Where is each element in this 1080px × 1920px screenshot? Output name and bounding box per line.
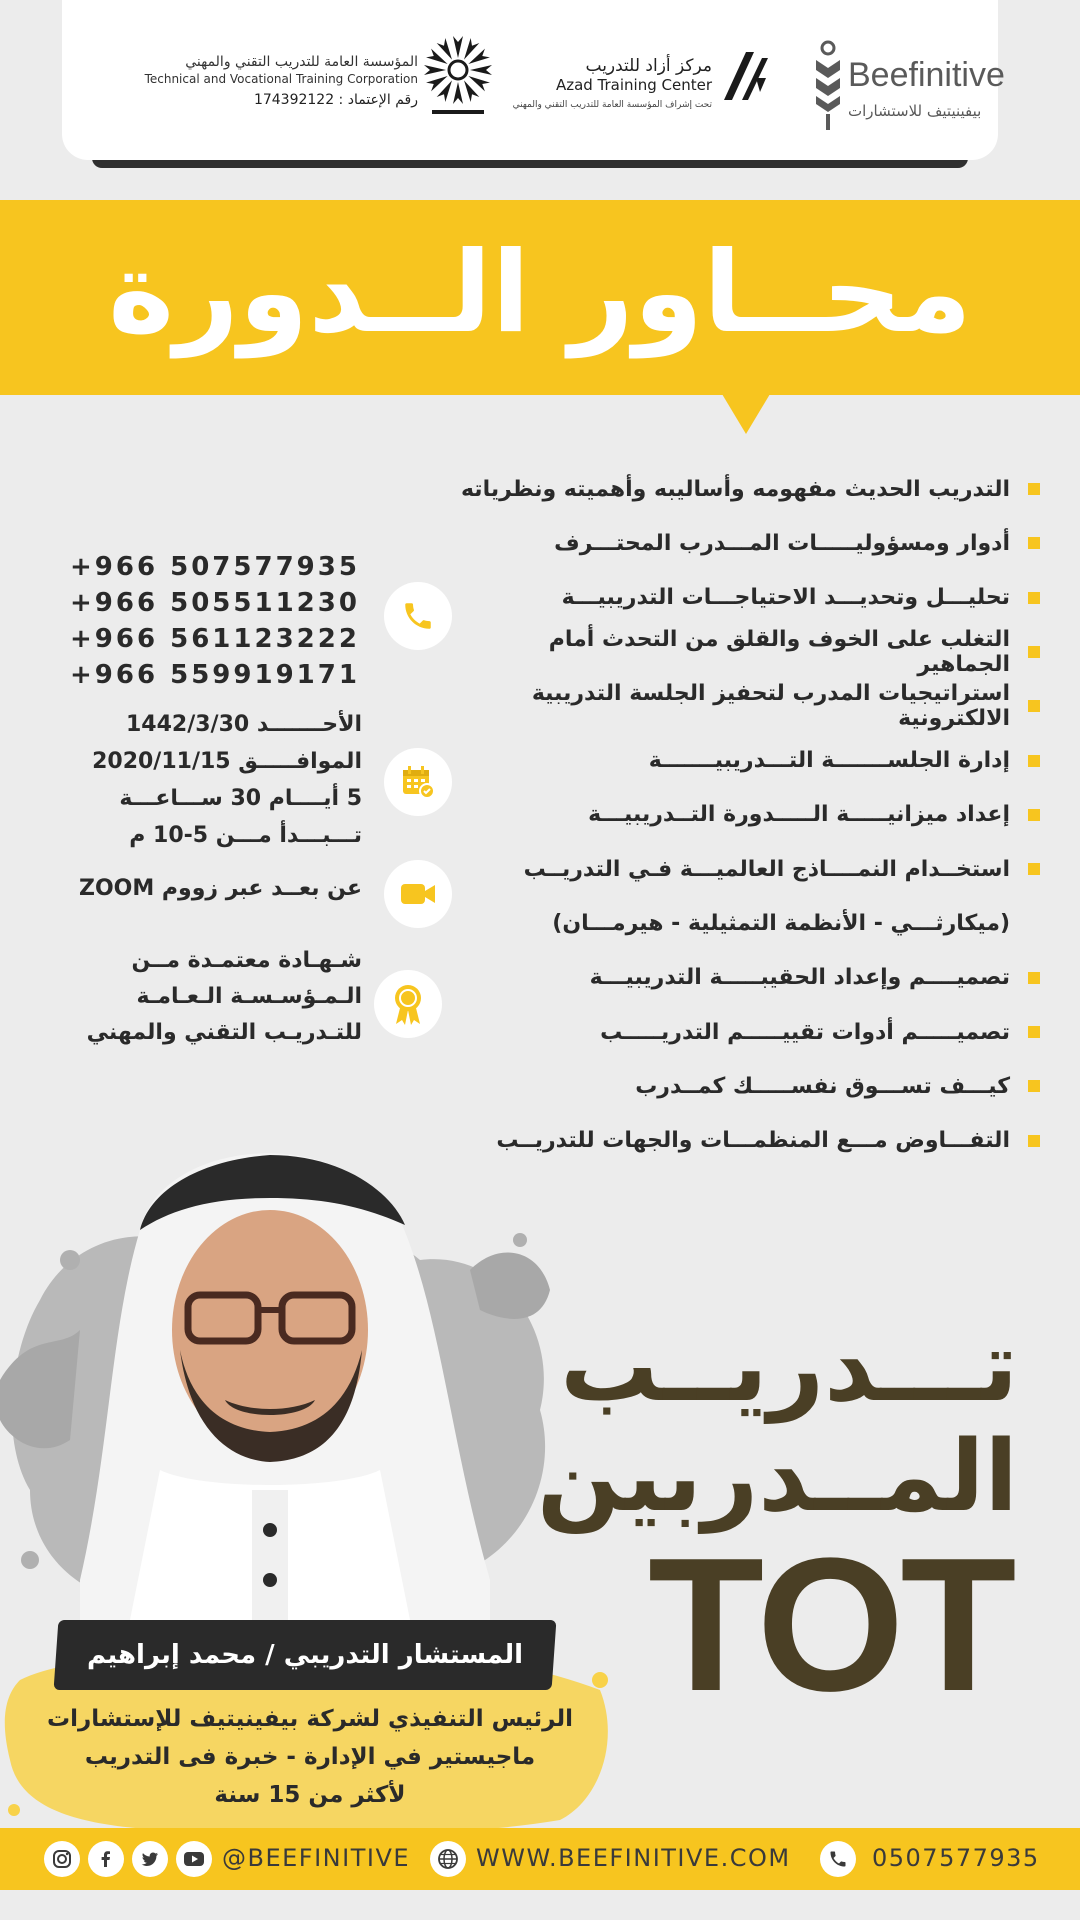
schedule [70,712,362,860]
topic-text: إعداد ميزانيـــــة الـــــدورة التــدريبيـــة [588,802,1010,828]
globe-icon [430,1841,466,1877]
bullet-square-icon [1028,1026,1040,1038]
topic-item [460,788,1040,842]
topic-item [460,516,1040,570]
topic-item [460,1005,1040,1059]
topic-text: استخــدام النمــــاذج العالميـــة فـي التدريــب [523,856,1010,882]
footer-bar [0,1828,1080,1890]
topics-list [460,462,1040,1168]
azad-name-ar: مركز أزاد للتدريب [585,56,712,76]
bullet-square-icon [1028,809,1040,821]
tvtc-logo [108,30,508,130]
presenter-name-bar [54,1620,557,1690]
calendar-icon [384,748,452,816]
beefinitive-name-en: Beefinitive [848,56,1005,94]
bullet-square-icon [1028,592,1040,604]
course-title-line2: المــدربين [536,1420,1018,1534]
azad-supervision: تحت إشراف المؤسسة العامة للتدريب التقني والمهني [512,100,712,110]
presenter-description [40,1706,580,1820]
azad-name-en: Azad Training Center [555,76,712,94]
presenter-line: الرئيس التنفيذي لشركة بيفينيتيف للإستشارات [47,1706,573,1732]
certificate-line: الـمـؤسـسـة الـعـامـة [136,984,362,1009]
phone-number[interactable]: +966 507577935 [70,552,360,582]
schedule-line: 5 أيــــام 30 ســـاعـــة [119,786,362,811]
topic-item [460,625,1040,679]
social-handle[interactable]: @BEEFINITIVE [222,1844,411,1872]
youtube-icon[interactable] [176,1841,212,1877]
topic-text: تصميــــم وإعداد الحقيبـــــة التدريبيـــة [589,965,1010,991]
bullet-square-icon [1028,972,1040,984]
logo-card [62,0,1005,160]
topic-text: أدوار ومسؤوليـــــات المـــدرب المحتـــرف [554,530,1010,556]
banner-title: محــاور الــدورة [108,228,972,358]
schedule-line: الأحـــــــد 1442/3/30 [125,712,362,737]
bullet-square-icon [1028,700,1040,712]
certificate [70,948,362,1056]
certificate-line: للتـدريـب التقني والمهني [86,1020,362,1045]
presenter-portrait [20,1110,540,1670]
twitter-icon[interactable] [132,1841,168,1877]
tvtc-name-ar: المؤسسة العامة للتدريب التقني والمهني [185,54,418,70]
bullet-square-icon [1028,863,1040,875]
beefinitive-mark-icon [812,40,844,132]
tvtc-accreditation: رقم الإعتماد : 174392122 [253,92,418,108]
course-title-line1: تـــدريــب [560,1310,1018,1424]
topic-text: تحليـــل وتحديـــد الاحتياجـــات التدريبيـــة [561,585,1010,611]
presenter-title: المستشار التدريبي / محمد إبراهيم [86,1640,524,1670]
bullet-square-icon [1028,1135,1040,1147]
certificate-line: شـهـادة معتمـدة مــن [131,948,362,973]
schedule-line: تـــبـــدأ مـــن 5-10 م [129,823,362,848]
bullet-square-icon [1028,483,1040,495]
topic-text: (ميكارثـــي - الأنظمة التمثيلية - هيرمـــان) [552,911,1010,937]
topic-item [460,571,1040,625]
course-title-tot: TOT [648,1519,1013,1731]
presenter-line: ماجيستير في الإدارة - خبرة فى التدريب [84,1744,536,1770]
topic-text: كيـــف تســـوق نفســـــك كمــدرب [635,1073,1010,1099]
topic-item [460,1059,1040,1113]
presenter-line: لأكثر من 15 سنة [214,1782,406,1808]
schedule-line: الموافـــــق 2020/11/15 [92,749,362,774]
phone-number[interactable]: +966 505511230 [70,588,360,618]
bullet-square-icon [1028,755,1040,767]
facebook-icon[interactable] [88,1841,124,1877]
topic-text: تصميـــــم أدوات تقييـــــم التدريـــــب [600,1019,1010,1045]
phone-number[interactable]: +966 559919171 [70,660,360,690]
topic-item [460,951,1040,1005]
topic-item [460,1114,1040,1168]
beefinitive-logo [752,30,1022,140]
topic-item [460,462,1040,516]
topic-item [460,733,1040,787]
topic-item [460,842,1040,896]
bullet-square-icon [1028,646,1040,658]
beefinitive-name-ar: بيفينيتيف للاستشارات [848,102,982,120]
topic-item [460,896,1040,950]
delivery-mode: عن بعــد عبر زووم ZOOM [79,876,362,901]
footer-phone-icon [820,1841,856,1877]
footer-phone-number[interactable]: 0507577935 [872,1844,1040,1872]
video-camera-icon [384,860,452,928]
phone-numbers [70,552,440,696]
topic-text: استراتيجيات المدرب لتحفيز الجلسة التدريبية الالكترونية [531,681,1010,732]
website-link[interactable]: WWW.BEEFINITIVE.COM [476,1844,791,1872]
award-ribbon-icon [374,970,442,1038]
title-banner [0,200,1080,395]
topic-text: إدارة الجلســـــــة التـــدريبيـــــــة [648,748,1010,774]
topic-text: التدريب الحديث مفهومه وأساليبه وأهميته ونظرياته [460,476,1010,502]
bullet-square-icon [1028,537,1040,549]
topic-text: التفـــاوض مـــع المنظمـــات والجهات للتدريــب [496,1128,1010,1154]
topic-item [460,679,1040,733]
bullet-square-icon [1028,1080,1040,1092]
banner-notch [722,394,770,434]
topic-text: التغلب على الخوف والقلق من التحدث أمام الجماهير [548,627,1010,678]
azad-logo [482,30,782,130]
tvtc-name-en: Technical and Vocational Training Corporation [144,72,418,86]
instagram-icon[interactable] [44,1841,80,1877]
phone-number[interactable]: +966 561123222 [70,624,360,654]
